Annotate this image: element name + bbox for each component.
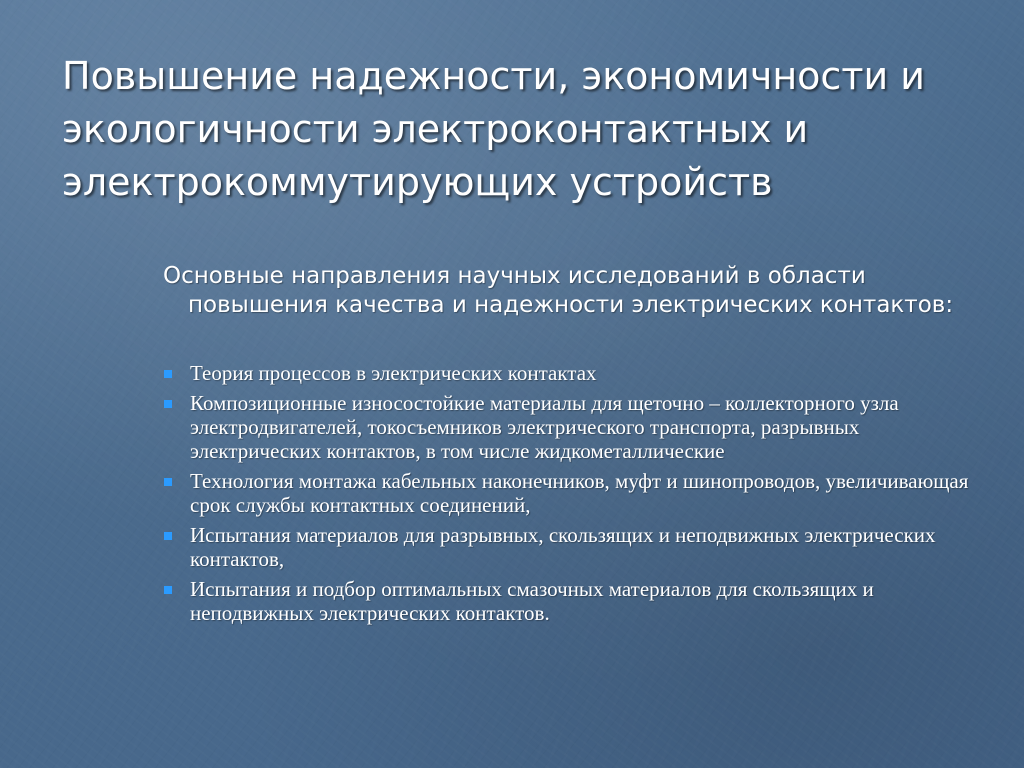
square-bullet-icon bbox=[164, 586, 172, 594]
bullet-item bbox=[163, 361, 983, 385]
bullet-list bbox=[163, 361, 983, 631]
bullet-text: Испытания материалов для разрывных, скользящих и неподвижных электрических контактов, bbox=[190, 523, 936, 571]
bullet-text: Композиционные износостойкие материалы для щеточно – коллекторного узла электродвигателей, токосъемников электрического транспорта, разрывных электрических контактов, в том числе жидкометаллические bbox=[190, 391, 899, 463]
bullet-item bbox=[163, 469, 983, 517]
slide-title: Повышение надежности, экономичности и экологичности электроконтактных и электрокоммутирующих устройств bbox=[62, 54, 925, 204]
square-bullet-icon bbox=[164, 478, 172, 486]
bullet-item bbox=[163, 391, 983, 463]
intro-text: Основные направления научных исследований в области повышения качества и надежности электрических контактов: bbox=[163, 263, 954, 318]
bullet-text: Теория процессов в электрических контактах bbox=[190, 361, 597, 385]
bullet-text: Технология монтажа кабельных наконечников, муфт и шинопроводов, увеличивающая срок службы контактных соединений, bbox=[190, 469, 969, 517]
square-bullet-icon bbox=[164, 370, 172, 378]
bullet-item bbox=[163, 577, 983, 625]
square-bullet-icon bbox=[164, 400, 172, 408]
bullet-text: Испытания и подбор оптимальных смазочных материалов для скользящих и неподвижных электрических контактов. bbox=[190, 577, 874, 625]
square-bullet-icon bbox=[164, 532, 172, 540]
bullet-item bbox=[163, 523, 983, 571]
